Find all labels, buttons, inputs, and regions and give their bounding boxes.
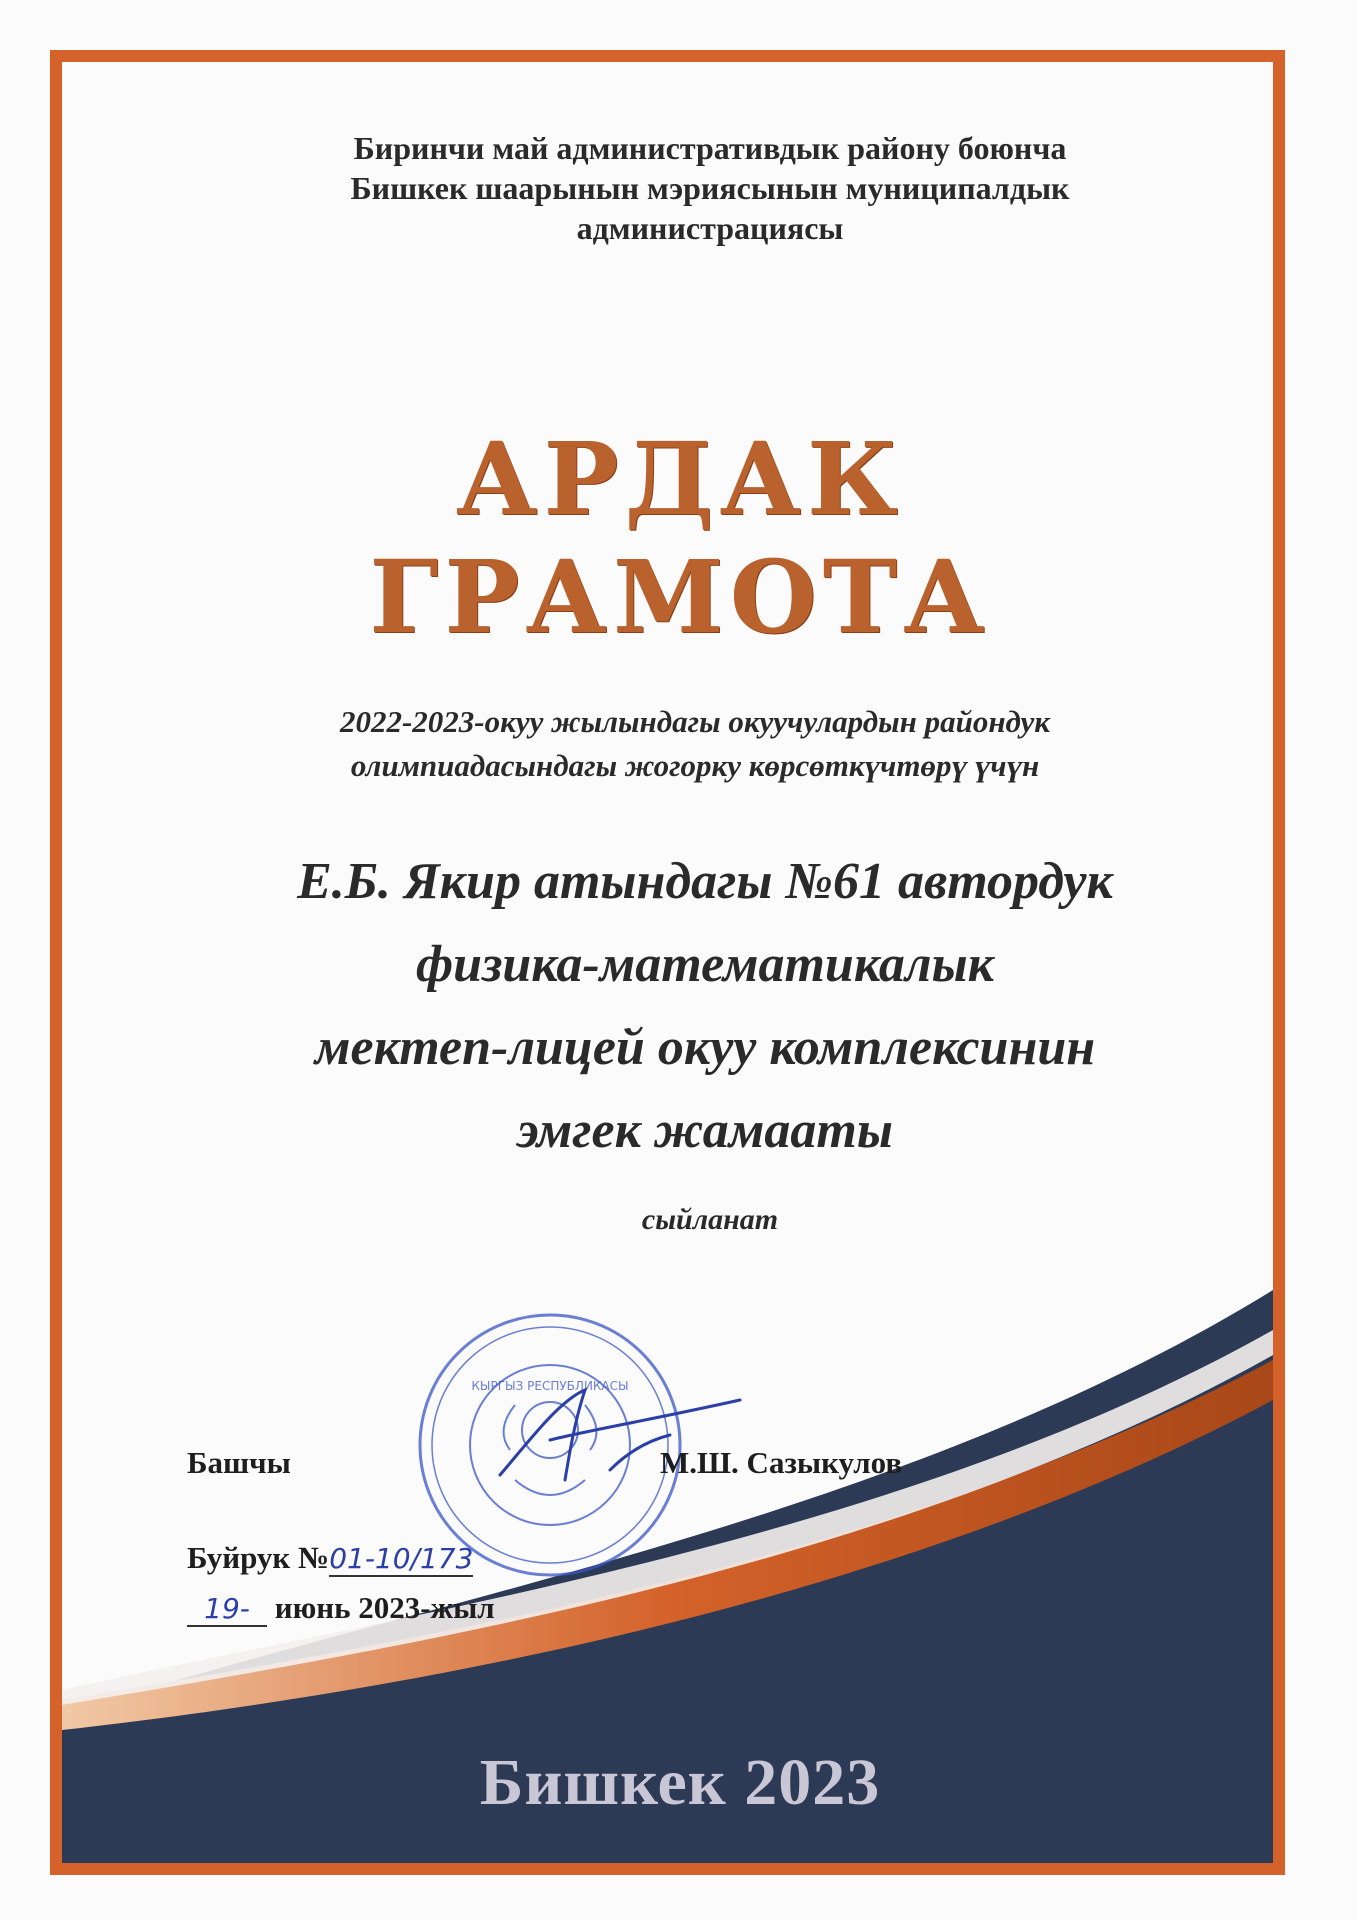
recipient: [200, 840, 1210, 1172]
recipient-line: Е.Б. Якир атындагы №61 автордук: [297, 853, 1113, 910]
order-number: 01-10/173: [329, 1542, 474, 1575]
order-label: Буйрук №: [187, 1540, 330, 1575]
recipient-line: эмгек жамааты: [517, 1102, 893, 1159]
header-line: администрациясы: [576, 210, 844, 246]
recipient-line: мектеп-лицей окуу комплексинин: [314, 1019, 1096, 1076]
reason-line: 2022-2023-окуу жылындагы окуучулардын райондук: [339, 704, 1051, 739]
date-month-year: июнь 2023-жыл: [274, 1590, 495, 1625]
issuer-header: [230, 128, 1190, 248]
reason-line: олимпиадасындагы жогорку көрсөткүчтөрү үчүн: [350, 748, 1040, 783]
recipient-line: физика-математикалык: [415, 936, 995, 993]
date-day: 19-: [187, 1593, 267, 1627]
signatory-role: Башчы: [187, 1445, 291, 1480]
date-line: [187, 1590, 495, 1627]
header-line: Бишкек шаарынын мэриясынын муниципалдык: [350, 170, 1070, 206]
footer-city-year: Бишкек 2023: [479, 1746, 881, 1819]
header-line: Биринчи май административдык району боюнча: [353, 130, 1067, 166]
signatory-name: М.Ш. Сазыкулов: [660, 1445, 903, 1480]
awarded-text: сыйланат: [641, 1203, 779, 1236]
award-reason: [230, 700, 1160, 788]
order-number-line: [187, 1540, 473, 1577]
certificate-title: АРДАК ГРАМОТА: [369, 420, 991, 656]
stamp-text: КЫРГЫЗ РЕСПУБЛИКАСЫ: [471, 1379, 629, 1393]
